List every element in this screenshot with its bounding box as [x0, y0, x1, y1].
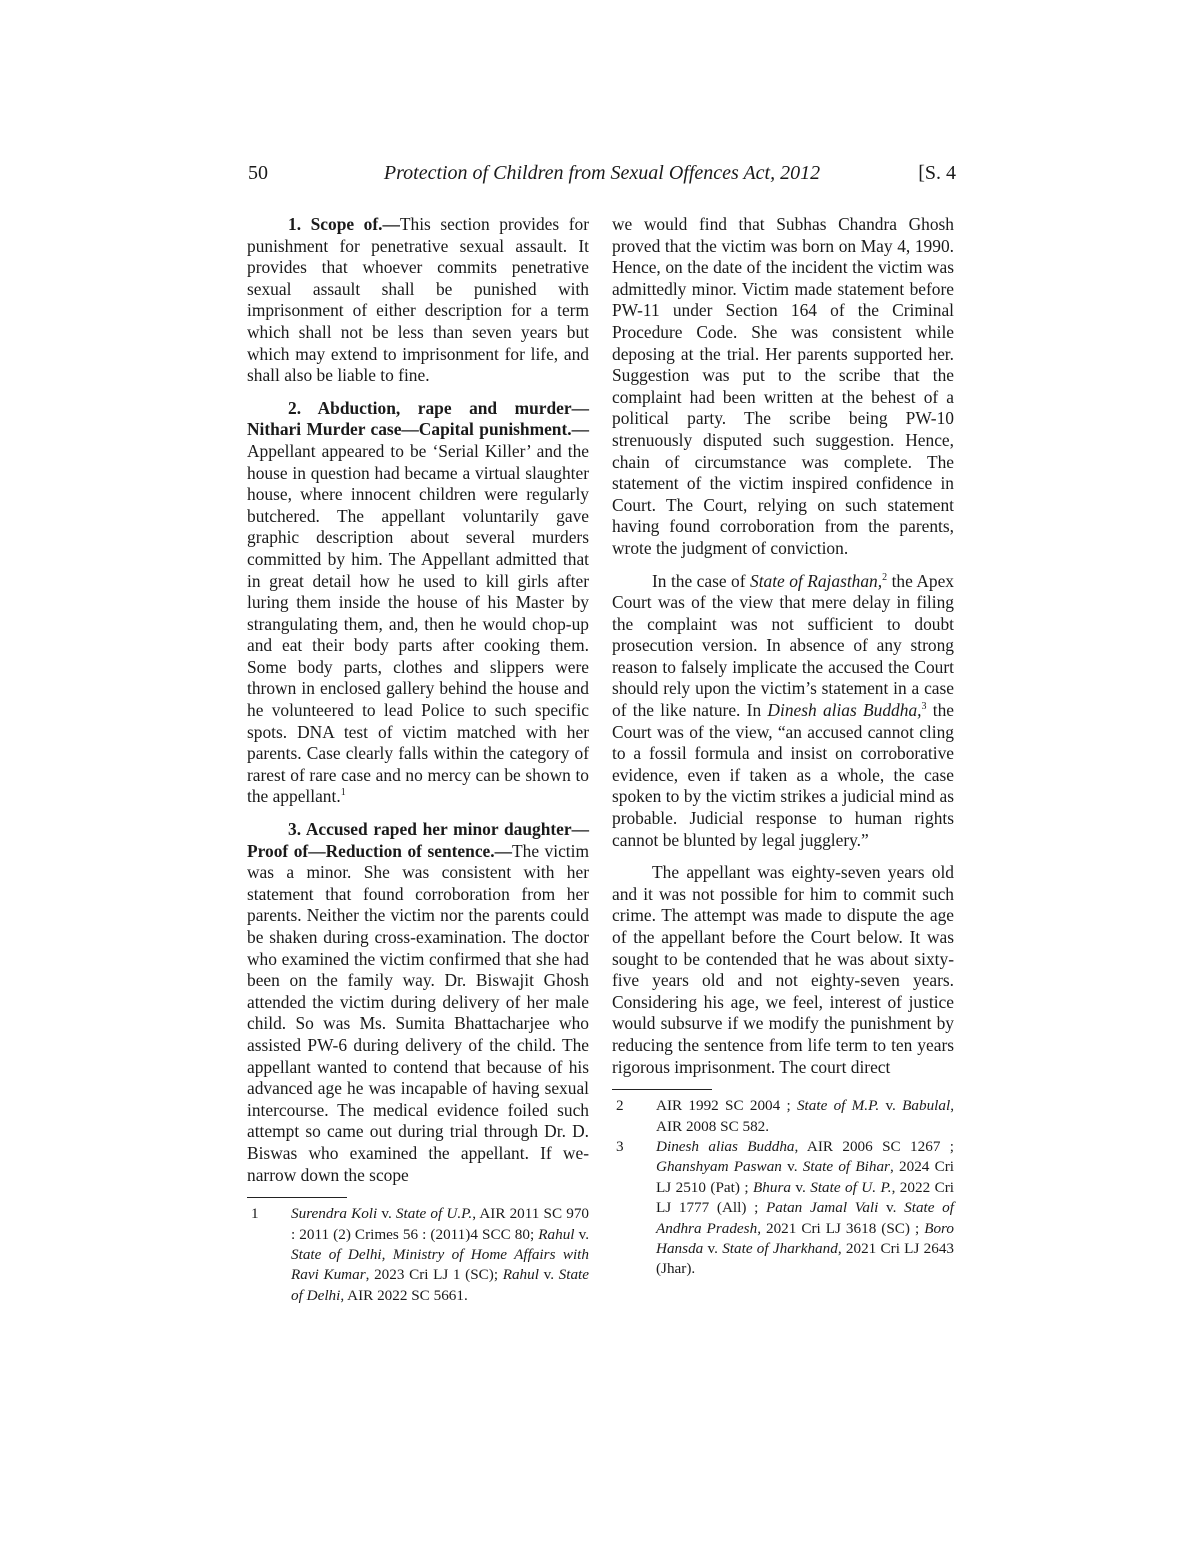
footnote-ref: 1	[340, 787, 346, 799]
paragraph-heading: 2. Abduction, rape and murder—Nithari Murder case—Capital punishment.—	[247, 397, 589, 440]
footnote-text: AIR 1992 SC 2004 ; State of M.P. v. Babulal, AIR 2008 SC 582.	[656, 1097, 954, 1135]
paragraph-nithari	[247, 398, 589, 808]
footnote-text: Dinesh alias Buddha, AIR 2006 SC 1267 ; Ghanshyam Paswan v. State of Bihar, 2024 Cri LJ 2510 (Pat) ; Bhura v. State of U. P., 2022 Cri LJ 1777 (All) ; Patan Jamal Vali v. State of Andhra Pradesh, 2021 Cri LJ 3618 (SC) ; Boro Hansda v. State of Jharkhand, 2021 Cri LJ 2643 (Jhar).	[656, 1137, 955, 1278]
footnote-number: 3	[616, 1137, 624, 1155]
footnote-2	[612, 1096, 954, 1137]
paragraph-scope	[247, 214, 589, 387]
footnote-ref: 2	[882, 571, 888, 583]
paragraph-text: Appellant appeared to be ‘Serial Killer’ and the house in question had became a virtual slaughter house, where innocent children were regularly butchered. The appellant voluntarily gave graphic description about several murders committed by him. The Appellant admitted that in great detail how he used to kill girls after luring them inside the house of his Master by strangulating them, and, then he would chop-up and eat their body parts after cooking them. Some body parts, clothes and slippers were thrown in enclosed gallery behind the house and he volunteered to lead Police to such specific spots. DNA test of victim matched with her parents. Case clearly falls within the category of rarest of rare case and no mercy can be shown to the appellant.	[247, 440, 589, 807]
paragraph-minor-daughter	[247, 819, 589, 1186]
section-marker: [S. 4	[918, 162, 956, 184]
footnote-text: Surendra Koli v. State of U.P., AIR 2011 SC 970 : 2011 (2) Crimes 56 : (2011)4 SCC 80; Rahul v. State of Delhi, Ministry of Home Affairs with Ravi Kumar, 2023 Cri LJ 1 (SC); Rahul v. State of Delhi, AIR 2022 SC 5661.	[291, 1205, 590, 1304]
paragraph-text: This section provides for punishment for penetrative sexual assault. It provides that whoever commits penetrative sexual assault shall be punished with imprisonment of either description for a term which shall not be less than seven years but which may extend to imprisonment for life, and shall also be liable to fine.	[247, 214, 589, 386]
running-title: Protection of Children from Sexual Offences Act, 2012	[383, 162, 821, 184]
footnote-number: 2	[616, 1097, 624, 1115]
right-column	[612, 214, 954, 1280]
page-number: 50	[248, 162, 268, 184]
paragraph-text: The victim was a minor. She was consistent with her statement that found corroboration from her parents. Neither the victim nor the parents could be shaken during cross-examination. The doctor who examined the victim confirmed that she had been on the family way. Dr. Biswajit Ghosh attended the victim during delivery of her male child. So was Ms. Sumita Bhattacharjee who assisted PW-6 during delivery of the child. The appellant wanted to contend that because of his advanced age he was incapable of having sexual intercourse. The medical evidence foiled such attempt so came out during trial through Dr. D. Biswas who examined the appellant. If we-narrow down the scope	[247, 840, 589, 1185]
footnote-rule	[612, 1089, 712, 1090]
footnote-1	[247, 1204, 589, 1306]
footnote-ref: 3	[921, 701, 927, 713]
running-header	[248, 162, 956, 190]
paragraph-age: The appellant was eighty-seven years old and it was not possible for him to commit such crime. The attempt was made to dispute the age of the appellant before the Court below. It was sought to be contended that he was about sixty-five years old and not eighty-seven years. Considering his age, we feel, interest of justice would subsurve if we modify the punishment by reducing the sentence from life term to ten years rigorous imprisonment. The court direct	[612, 862, 954, 1077]
footnote-3	[612, 1137, 954, 1280]
paragraph-heading: 1. Scope of.—	[288, 214, 400, 234]
paragraph-continued: we would find that Subhas Chandra Ghosh proved that the victim was born on May 4, 1990. Hence, on the date of the incident the victim was admittedly minor. Victim made statement before PW-11 under Section 164 of the Criminal Procedure Code. She was consistent while deposing at the trial. Her parents supported her. Suggestion was put to the scribe that the complaint had been written at the behest of a political party. The scribe being PW-10 strenuously disputed such suggestion. Hence, chain of circumstance was complete. The statement of the victim inspired confidence in Court. The Court, relying on such statement having found corroboration from the parents, wrote the judgment of conviction.	[612, 214, 954, 558]
footnote-rule	[247, 1197, 347, 1198]
paragraph-heading: 3. Accused raped her minor daughter—Proof of—Reduction of sentence.—	[247, 819, 589, 861]
paragraph-rajasthan: In the case of State of Rajasthan,$^2$ the Apex Court was of the view that mere delay in filing the complaint was not sufficient to doubt prosecution version. In absence of any strong reason to falsely implicate the accused the Court should rely upon the victim’s statement in a case of the like nature. In Dinesh alias Buddha,$^3$ the Court was of the view, “an accused cannot cling to a fossil formula and insist on corroborative evidence, even if taken as a whole, the case spoken to by the victim strikes a judicial mind as probable. Judicial response to human rights cannot be blunted by legal jugglery.”	[612, 570, 955, 850]
footnote-number: 1	[251, 1205, 259, 1223]
left-column	[247, 214, 589, 1306]
